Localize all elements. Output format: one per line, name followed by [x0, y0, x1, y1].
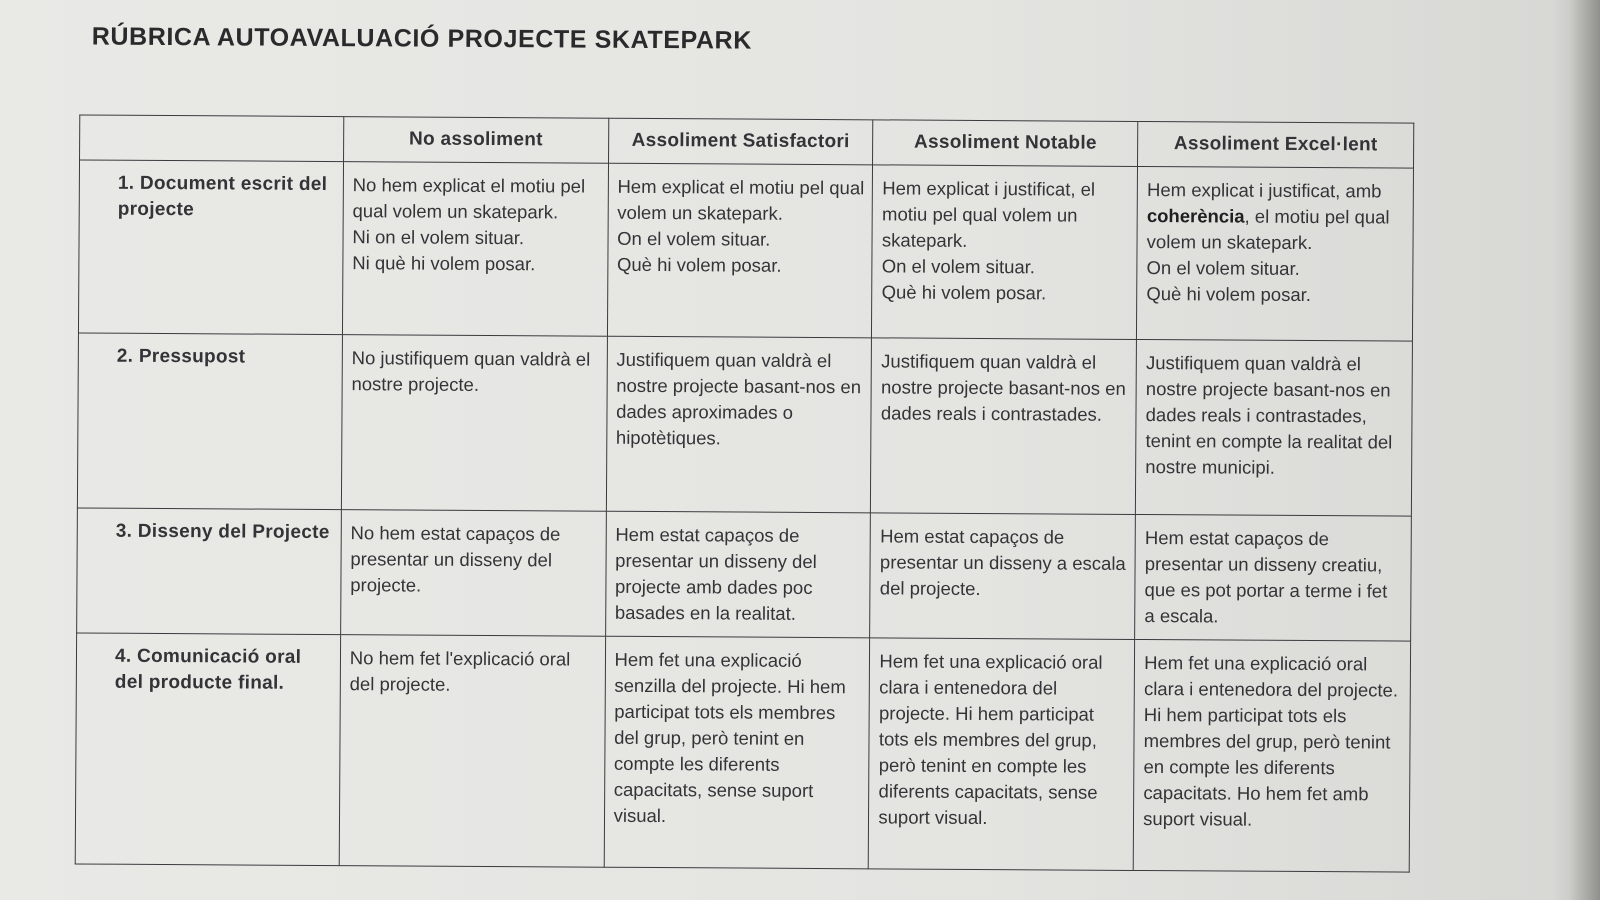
cell-text: No hem estat capaços de presentar un disseny del projecte. [350, 522, 561, 596]
cell-satisfactori [607, 163, 873, 338]
cell-text: Justifiquem quan valdrà el nostre projecte basant-nos en dades reals i contrastades. [880, 350, 1126, 425]
cell-excellent [1133, 639, 1410, 872]
cell-text: Què hi volem posar. [1146, 283, 1311, 306]
header-no-assoliment: No assoliment [343, 117, 608, 164]
table-row [77, 333, 1412, 516]
cell-no-assoliment [340, 510, 606, 637]
cell-text: On el volem situar. [1146, 257, 1300, 279]
cell-text: Justifiquem quan valdrà el nostre projecte basant-nos en dades aproximades o hipotètiques. [615, 348, 862, 449]
criterion-disseny: 3. Disseny del Projecte [77, 508, 342, 635]
cell-text: No hem explicat el motiu pel qual volem un skatepark. [352, 174, 586, 223]
cell-satisfactori [605, 511, 871, 638]
criterion-comunicacio-oral: 4. Comunicació oral del producte final. [75, 633, 340, 866]
cell-text-part: Hem explicat i justificat, amb [1146, 179, 1382, 202]
header-notable: Assoliment Notable [873, 120, 1138, 167]
cell-notable [871, 338, 1137, 515]
cell-text: Què hi volem posar. [881, 281, 1047, 304]
emphasis-text: coherència [1146, 205, 1245, 227]
cell-text: On el volem situar. [881, 255, 1036, 278]
cell-notable [869, 638, 1135, 871]
header-row [80, 115, 1414, 168]
header-corner [80, 115, 344, 162]
header-excellent: Assoliment Excel·lent [1138, 121, 1414, 168]
table-row [78, 160, 1413, 341]
cell-no-assoliment [339, 635, 605, 868]
cell-text: Hem explicat el motiu pel qual volem un skatepark. [617, 175, 865, 224]
cell-text [1147, 177, 1405, 257]
cell-text: No hem fet l'explicació oral del projecte. [349, 647, 571, 695]
rubric-table [75, 114, 1415, 872]
table-row [75, 633, 1410, 872]
cell-no-assoliment [341, 335, 607, 512]
cell-text: Hem estat capaços de presentar un disseny a escala del projecte. [879, 525, 1126, 600]
cell-text: Ni què hi volem posar. [352, 252, 536, 275]
cell-no-assoliment [342, 162, 608, 337]
cell-notable [872, 165, 1138, 340]
cell-text: No justifiquem quan valdrà el nostre projecte. [351, 347, 591, 395]
cell-excellent [1137, 166, 1414, 341]
cell-text: Hem fet una explicació oral clara i entenedora del projecte. Hi hem participat tots els membres del grup, però tenint en compte les diferents capacitats, sense suport visual. [878, 650, 1103, 829]
cell-text: Hem fet una explicació oral clara i entenedora del projecte. Hi hem participat tots els membres del grup, però tenint en compte les diferents capacitats. Ho hem fet amb suport visual. [1143, 652, 1399, 830]
cell-text-part: , el motiu pel qual volem un skatepark. [1146, 205, 1390, 254]
cell-excellent [1136, 339, 1413, 516]
paper-edge-shadow [1568, 0, 1600, 900]
cell-text: Hem explicat i justificat, el motiu pel qual volem un skatepark. [881, 177, 1096, 251]
cell-text: Justifiquem quan valdrà el nostre projecte basant-nos en dades reals i contrastades, tenint en compte la realitat del nostre municipi. [1145, 352, 1393, 478]
criterion-pressupost: 2. Pressupost [77, 333, 342, 510]
cell-satisfactori [606, 336, 872, 513]
table-row [77, 508, 1412, 641]
cell-excellent [1135, 514, 1412, 641]
header-satisfactori: Assoliment Satisfactori [608, 118, 873, 165]
page-title: RÚBRICA AUTOAVALUACIÓ PROJECTE SKATEPARK [91, 22, 752, 55]
cell-text: Hem fet una explicació senzilla del projecte. Hi hem participat tots els membres del grup, però tenint en compte les diferents capacitats, sense suport visual. [613, 648, 846, 827]
cell-satisfactori [604, 636, 870, 869]
cell-text: On el volem situar. [617, 227, 771, 250]
cell-text: Què hi volem posar. [616, 253, 782, 276]
cell-text: Ni on el volem situar. [352, 226, 525, 249]
cell-text: Hem estat capaços de presentar un disseny del projecte amb dades poc basades en la realitat. [614, 523, 817, 624]
cell-text: Hem estat capaços de presentar un disseny creatiu, que es pot portar a terme i fet a escala. [1144, 527, 1388, 627]
criterion-document-escrit: 1. Document escrit del projecte [78, 160, 343, 335]
cell-notable [870, 513, 1136, 640]
